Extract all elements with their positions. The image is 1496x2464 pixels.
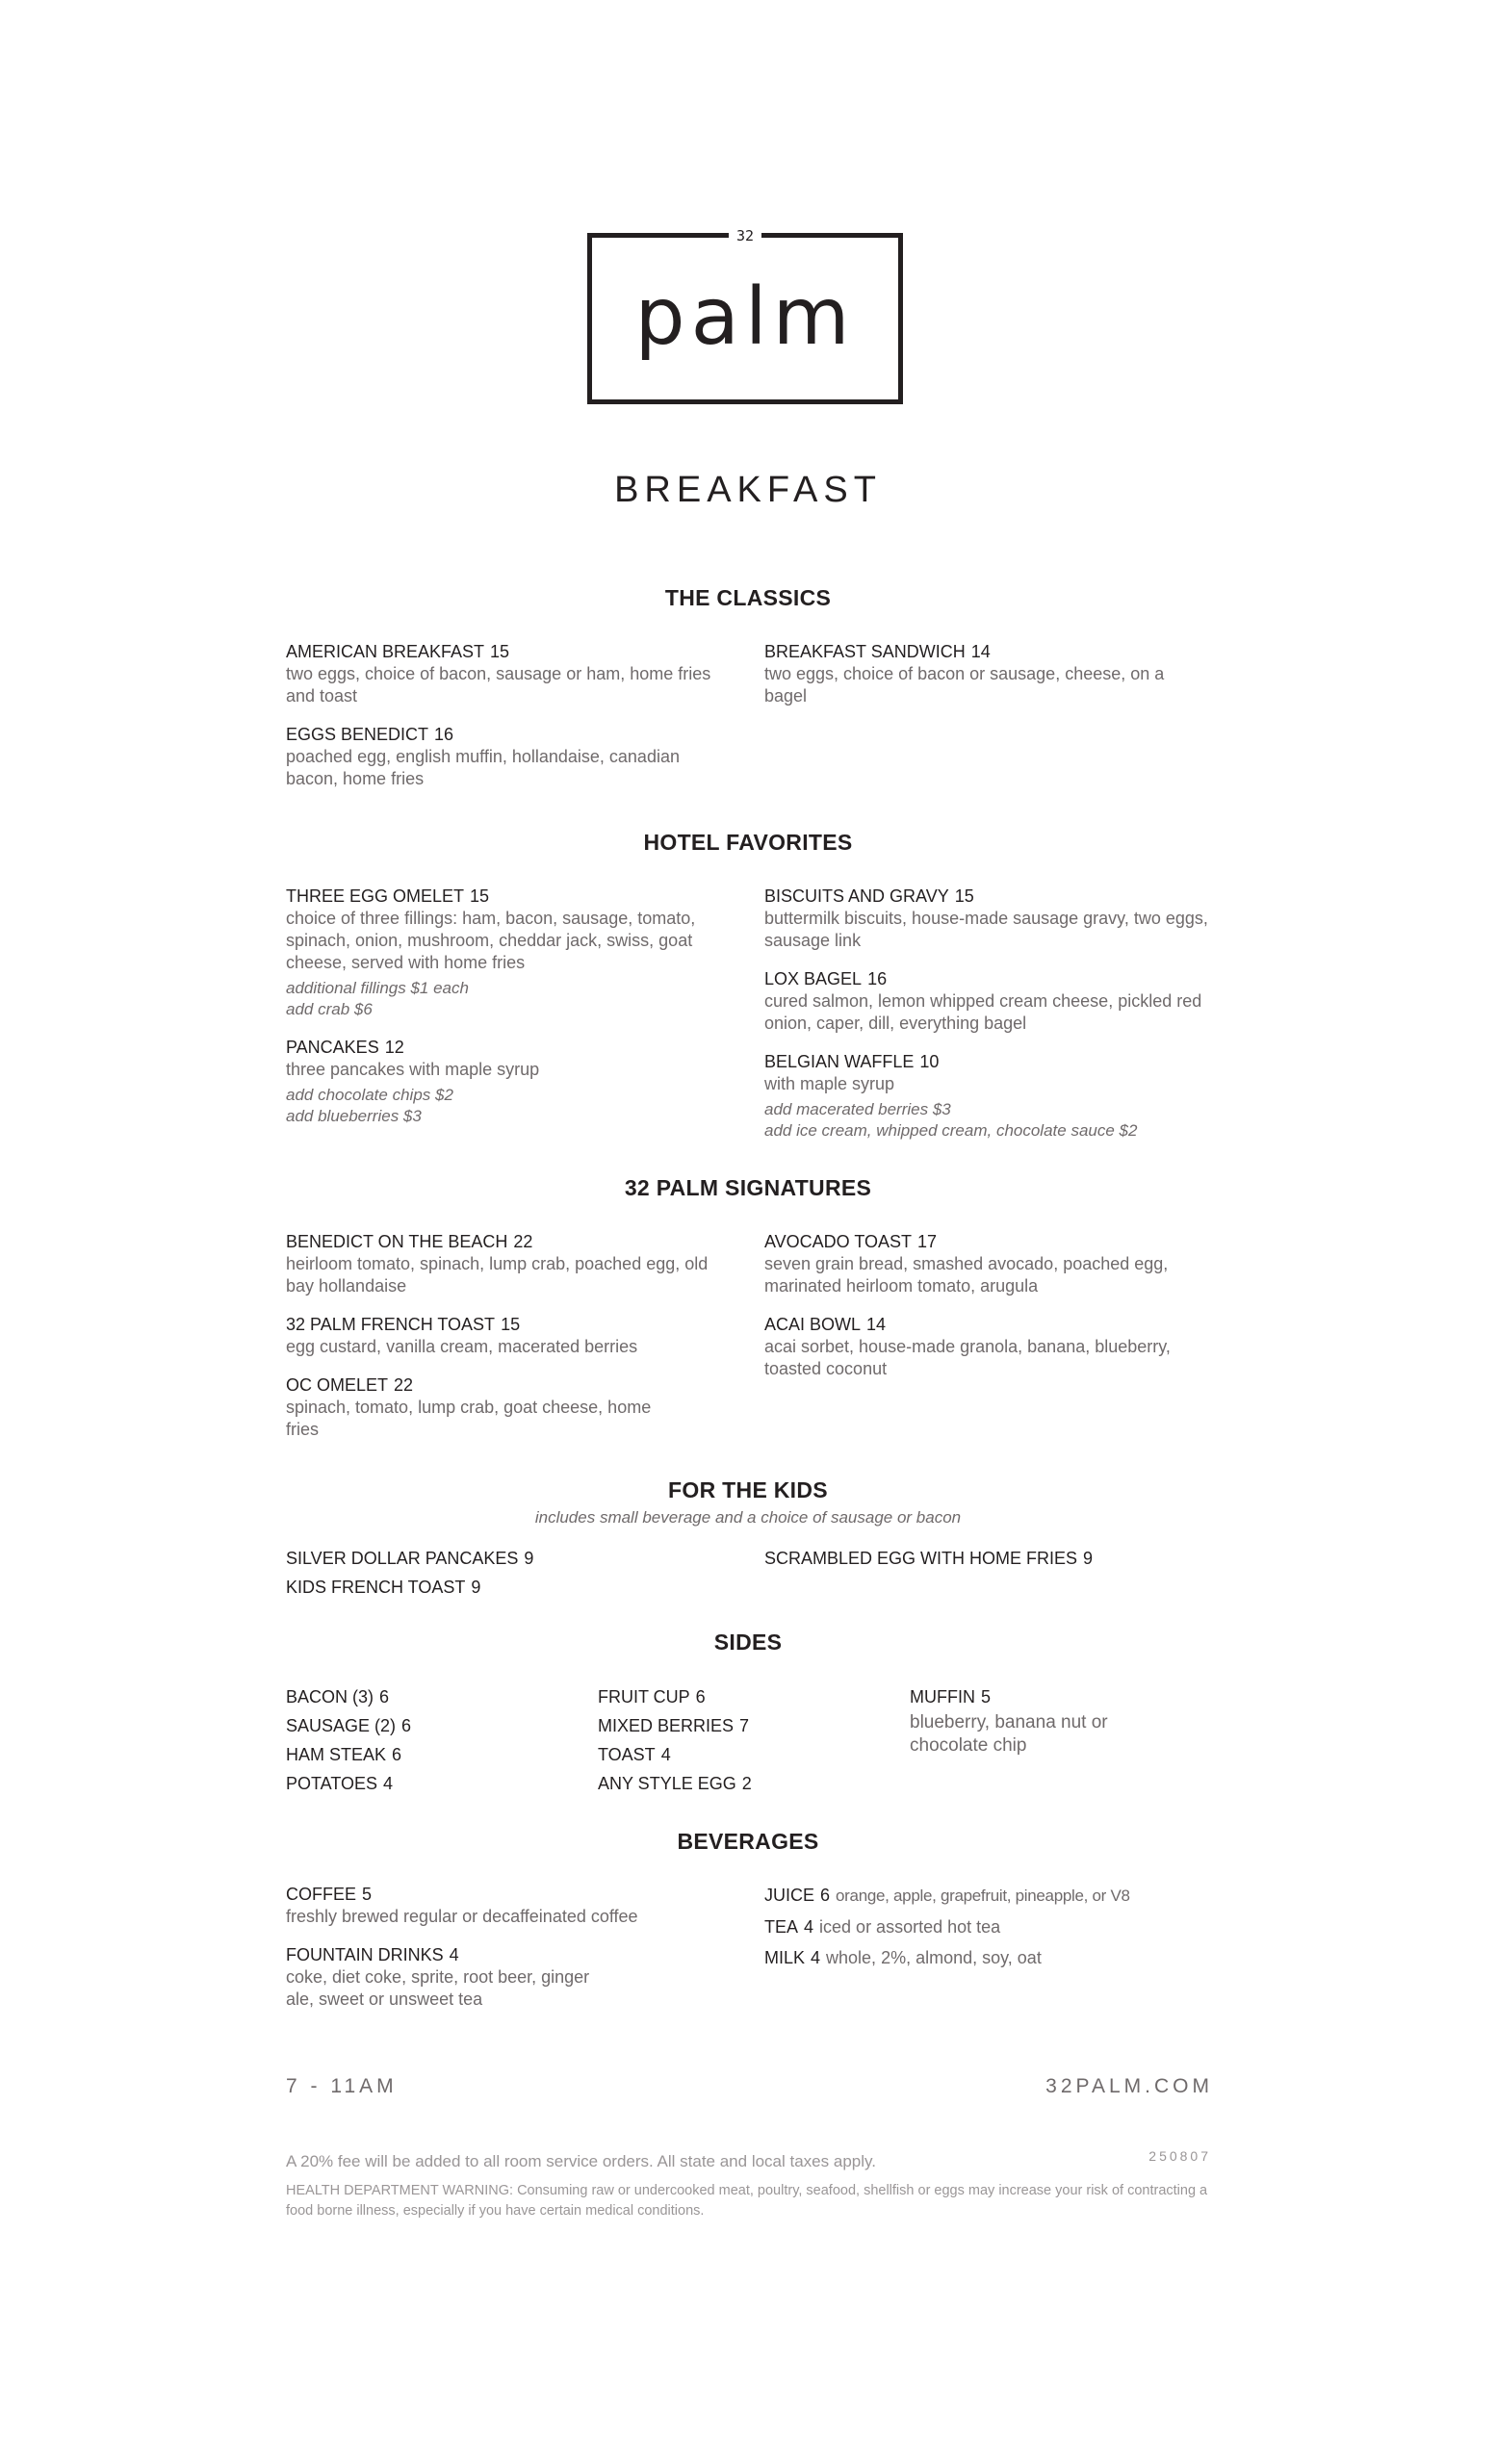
- menu-item: [764, 886, 1217, 952]
- section-title-favorites: HOTEL FAVORITES: [643, 830, 853, 855]
- menu-item: [764, 1051, 1217, 1142]
- favorites-left-column: [286, 886, 729, 1143]
- beverages-right-column: [764, 1880, 1217, 1973]
- item-description: poached egg, english muffin, hollandaise, canadian bacon, home fries: [286, 747, 680, 788]
- menu-item: SCRAMBLED EGG WITH HOME FRIES 9: [764, 1549, 1094, 1568]
- item-name: BENEDICT ON THE BEACH 22: [286, 1232, 533, 1251]
- item-price: 6: [392, 1745, 402, 1764]
- item-description: whole, 2%, almond, soy, oat: [826, 1948, 1042, 1967]
- item-description: orange, apple, grapefruit, pineapple, or V8: [836, 1886, 1130, 1905]
- item-name: THREE EGG OMELET 15: [286, 886, 490, 906]
- item-price: 14: [970, 642, 991, 661]
- section-title-kids: FOR THE KIDS: [668, 1477, 828, 1502]
- item-price: 15: [954, 886, 974, 906]
- service-hours: 7 - 11AM: [286, 2075, 398, 2097]
- menu-item: BACON (3) 6: [286, 1687, 390, 1707]
- classics-left-column: [286, 641, 729, 807]
- menu-item: TEA 4 iced or assorted hot tea: [764, 1917, 1001, 1937]
- item-price: 12: [384, 1038, 404, 1057]
- menu-item: [286, 886, 729, 1020]
- menu-item: MUFFIN 5: [910, 1687, 991, 1707]
- logo: [587, 227, 903, 404]
- menu-code: 250807: [1148, 2148, 1211, 2164]
- item-price: 4: [449, 1945, 459, 1964]
- item-name: OC OMELET 22: [286, 1375, 414, 1395]
- signatures-left-column: [286, 1231, 738, 1457]
- classics-right-column: [764, 641, 1207, 724]
- item-price: 15: [490, 642, 510, 661]
- item-description: cured salmon, lemon whipped cream cheese, pickled red onion, caper, dill, everything bagel: [764, 991, 1202, 1033]
- item-price: 5: [980, 1687, 991, 1707]
- item-price: 6: [695, 1687, 706, 1707]
- menu-item: [764, 1314, 1217, 1380]
- menu-item: HAM STEAK 6: [286, 1745, 402, 1764]
- item-price: 6: [401, 1716, 412, 1735]
- item-price: 16: [867, 969, 888, 988]
- item-description: spinach, tomato, lump crab, goat cheese, home fries: [286, 1398, 652, 1439]
- item-price: 16: [434, 725, 454, 744]
- menu-title: BREAKFAST: [614, 470, 882, 510]
- item-addon: add chocolate chips $2: [286, 1086, 453, 1104]
- item-price: 15: [501, 1315, 521, 1334]
- item-addon: add macerated berries $3: [764, 1100, 951, 1118]
- item-description: choice of three fillings: ham, bacon, sausage, tomato, spinach, onion, mushroom, cheddar jack, swiss, goat cheese, served with home fries: [286, 909, 696, 972]
- item-price: 15: [470, 886, 490, 906]
- menu-item: [286, 1231, 738, 1297]
- menu-item: [286, 641, 729, 707]
- logo-number: 32: [729, 226, 761, 245]
- item-name: 32 PALM FRENCH TOAST 15: [286, 1315, 521, 1334]
- section-title-beverages: BEVERAGES: [677, 1829, 819, 1854]
- item-name: BISCUITS AND GRAVY 15: [764, 886, 974, 906]
- item-addon: add blueberries $3: [286, 1107, 422, 1125]
- section-title-signatures: 32 PALM SIGNATURES: [624, 1175, 872, 1200]
- item-price: 9: [524, 1549, 534, 1568]
- item-addon: add ice cream, whipped cream, chocolate sauce $2: [764, 1121, 1138, 1140]
- menu-item: SAUSAGE (2) 6: [286, 1716, 412, 1735]
- favorites-right-column: [764, 886, 1217, 1158]
- item-price: 2: [741, 1774, 752, 1793]
- sides-column-1: [286, 1682, 575, 1798]
- item-description: coke, diet coke, sprite, root beer, ginger ale, sweet or unsweet tea: [286, 1967, 590, 2009]
- item-price: 4: [660, 1745, 671, 1764]
- logo-wordmark: palm: [634, 271, 856, 363]
- sides-column-3: [910, 1682, 1170, 1758]
- menu-item: [286, 1884, 729, 1928]
- item-price: 9: [471, 1578, 481, 1597]
- menu-item: SILVER DOLLAR PANCAKES 9: [286, 1549, 534, 1568]
- item-price: 10: [919, 1052, 940, 1071]
- item-price: 4: [804, 1917, 814, 1937]
- menu-item: [764, 641, 1207, 707]
- item-description: two eggs, choice of bacon, sausage or ham, home fries and toast: [286, 664, 711, 706]
- item-price: 22: [513, 1232, 533, 1251]
- service-fee-note: A 20% fee will be added to all room service orders. All state and local taxes apply.: [286, 2152, 876, 2170]
- item-description: egg custard, vanilla cream, macerated berries: [286, 1337, 638, 1356]
- item-price: 6: [379, 1687, 390, 1707]
- item-description: blueberry, banana nut or chocolate chip: [910, 1712, 1108, 1756]
- item-name: BREAKFAST SANDWICH 14: [764, 642, 991, 661]
- beverages-left-column: [286, 1884, 729, 2027]
- item-price: 4: [383, 1774, 394, 1793]
- menu-item: ANY STYLE EGG 2: [598, 1774, 752, 1793]
- item-addon: add crab $6: [286, 1000, 373, 1018]
- item-description: heirloom tomato, spinach, lump crab, poached egg, old bay hollandaise: [286, 1254, 709, 1296]
- item-price: 17: [917, 1232, 938, 1251]
- item-name: EGGS BENEDICT 16: [286, 725, 454, 744]
- item-name: LOX BAGEL 16: [764, 969, 888, 988]
- item-name: BELGIAN WAFFLE 10: [764, 1052, 940, 1071]
- item-name: PANCAKES 12: [286, 1038, 404, 1057]
- menu-item: [286, 1314, 738, 1358]
- menu-item: MILK 4 whole, 2%, almond, soy, oat: [764, 1948, 1042, 1967]
- website-link: 32PALM.COM: [1045, 2075, 1213, 2097]
- item-price: 22: [394, 1375, 414, 1395]
- menu-item: [764, 1231, 1217, 1297]
- menu-item: TOAST 4: [598, 1745, 671, 1764]
- section-title-classics: THE CLASSICS: [664, 585, 832, 610]
- menu-item: POTATOES 4: [286, 1774, 394, 1793]
- item-description: iced or assorted hot tea: [819, 1917, 1001, 1937]
- kids-note: includes small beverage and a choice of sausage or bacon: [534, 1508, 962, 1527]
- health-warning: HEALTH DEPARTMENT WARNING: Consuming raw or undercooked meat, poultry, seafood, shellfish or eggs may increase your risk of contracting a food borne illness, especially if you have certain medical conditions.: [286, 2183, 1208, 2219]
- sides-column-2: [598, 1682, 887, 1798]
- menu-item: [286, 1037, 729, 1127]
- kids-right-column: [764, 1544, 1207, 1573]
- menu-item: MIXED BERRIES 7: [598, 1716, 750, 1735]
- menu-item: JUICE 6 orange, apple, grapefruit, pineapple, or V8: [764, 1886, 1130, 1905]
- item-description: acai sorbet, house-made granola, banana, blueberry, toasted coconut: [764, 1337, 1171, 1378]
- section-title-sides: SIDES: [713, 1630, 783, 1655]
- item-price: 5: [362, 1885, 373, 1904]
- item-description: freshly brewed regular or decaffeinated coffee: [286, 1907, 638, 1926]
- kids-left-column: [286, 1544, 729, 1602]
- item-name: ACAI BOWL 14: [764, 1315, 887, 1334]
- menu-item: [764, 968, 1217, 1035]
- item-price: 4: [811, 1948, 821, 1967]
- item-price: 9: [1083, 1549, 1094, 1568]
- item-price: 14: [866, 1315, 887, 1334]
- menu-item: [286, 1944, 604, 2011]
- item-name: AMERICAN BREAKFAST 15: [286, 642, 510, 661]
- item-name: AVOCADO TOAST 17: [764, 1232, 938, 1251]
- menu-item: [286, 724, 729, 790]
- item-description: two eggs, choice of bacon or sausage, cheese, on a bagel: [764, 664, 1165, 706]
- item-description: with maple syrup: [764, 1074, 895, 1093]
- item-name: FOUNTAIN DRINKS 4: [286, 1945, 459, 1964]
- item-name: COFFEE 5: [286, 1885, 373, 1904]
- item-addon: additional fillings $1 each: [286, 979, 469, 997]
- item-description: seven grain bread, smashed avocado, poached egg, marinated heirloom tomato, arugula: [764, 1254, 1169, 1296]
- item-price: 7: [739, 1716, 750, 1735]
- signatures-right-column: [764, 1231, 1217, 1397]
- item-price: 6: [820, 1886, 831, 1905]
- item-description: buttermilk biscuits, house-made sausage gravy, two eggs, sausage link: [764, 909, 1208, 950]
- menu-item: KIDS FRENCH TOAST 9: [286, 1578, 481, 1597]
- menu-item: FRUIT CUP 6: [598, 1687, 706, 1707]
- item-description: three pancakes with maple syrup: [286, 1060, 540, 1079]
- menu-item: [286, 1374, 652, 1441]
